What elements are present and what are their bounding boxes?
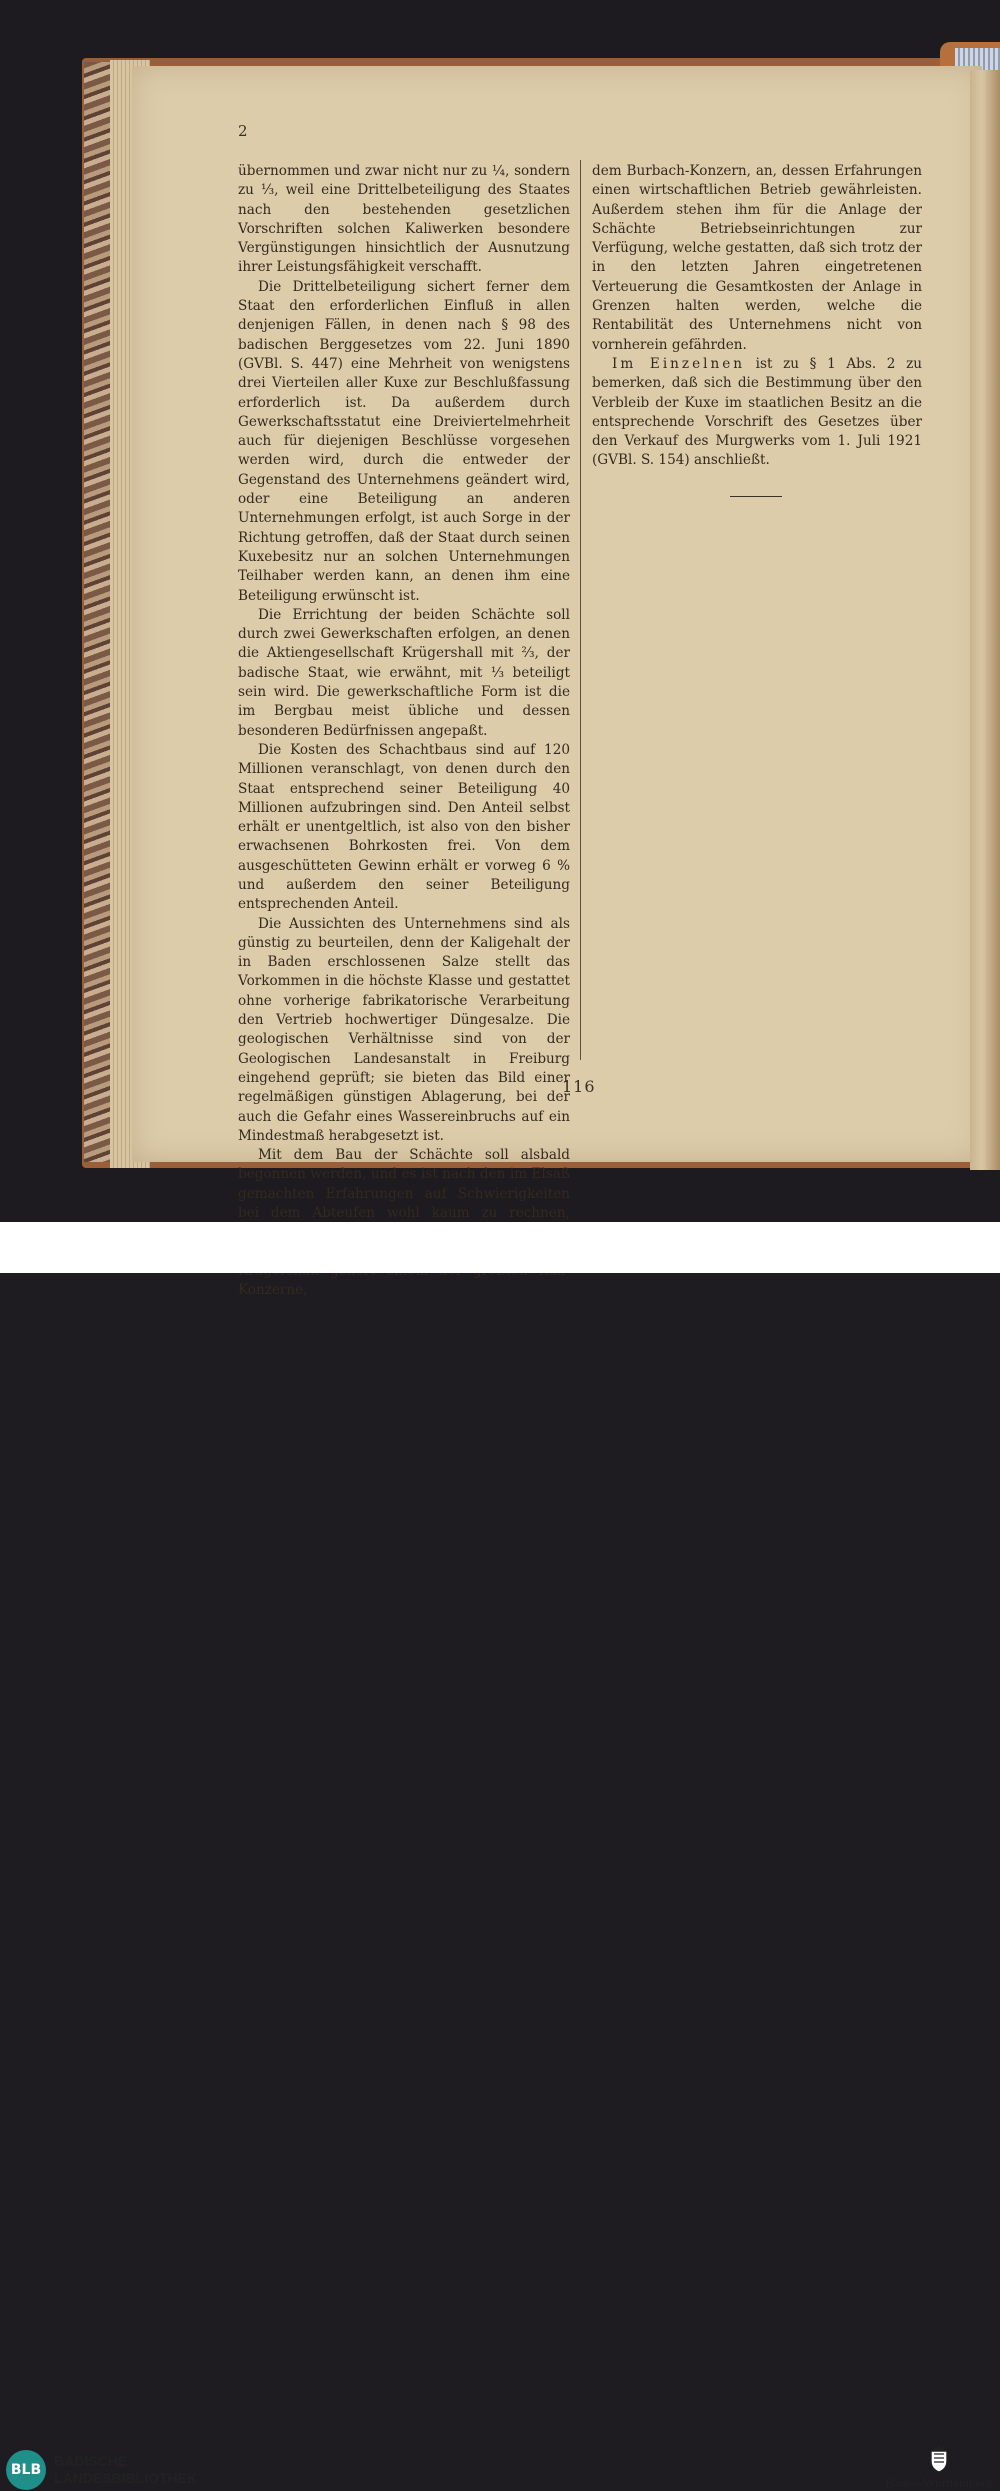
library-name-line1: BADISCHE: [54, 2453, 128, 2469]
page-gutter-edge: [970, 70, 1000, 1170]
blb-logo[interactable]: BLB: [6, 2450, 46, 2490]
right-column: [592, 162, 922, 471]
paragraph: Die Aussichten des Unternehmens sind als günstig zu beurteilen, denn der Kaligehalt der in Baden erschlossenen Salze stellt das Vorkommen in die höchste Klasse und gestattet ohne vorherige fabrikatorische Verarbeitung den Vertrieb hochwertiger Düngesalze. Die geologischen Verhältnisse sind von der Geologischen Landesanstalt in Freiburg eingehend geprüft; sie bieten das Bild einer regelmäßigen günstigen Ablagerung, bei der auch die Gefahr eines Wassereinbruchs auf ein Mindestmaß herabgesetzt ist.: [238, 915, 570, 1144]
library-name-line2: LANDESBIBLIOTHEK: [54, 2470, 198, 2486]
sheet-number: 116: [562, 1077, 596, 1096]
paragraph-text: ist zu § 1 Abs. 2 zu bemerken, daß sich die Bestimmung über den Verbleib der Kuxe im staatlichen Besitz an die entsprechende Vorschrift des Gesetzes über den Verkauf des Murgwerks vom 1. Juli 1921 (GVBl. S. 154) anschließt.: [592, 355, 922, 469]
section-end-rule: [730, 496, 782, 497]
paragraph: Mit dem Bau der Schächte soll alsbald begonnen werden, und es ist nach den im Elsaß gemachten Erfahrungen auf Schwierigkeiten bei dem Abteufen wohl kaum zu rechnen, Konzerne,: [238, 1147, 570, 1299]
state-name[interactable]: Baden-Württemberg: [885, 2475, 992, 2490]
paragraph: [592, 355, 922, 471]
coat-of-arms-icon: [928, 2445, 950, 2473]
page-number: 2: [238, 122, 248, 140]
library-name[interactable]: [54, 2453, 197, 2487]
spaced-emphasis: Im Einzelnen: [612, 355, 746, 372]
paragraph: Die Drittelbeteiligung sichert ferner dem Staat den erforderlichen Einfluß in allen denjenigen Fällen, in denen nach § 98 des badischen Berggesetzes vom 22. Juni 1890 (GVBl. S. 447) eine Mehrheit von wenigstens drei Vierteilen aller Kuxe zur Beschlußfassung erforderlich ist. Da außerdem durch Gewerkschaftsstatut eine Dreiviertelmehrheit auch für diejenigen Beschlüsse vorgesehen werden wird, durch die entweder der Gegenstand des Unternehmens geändert wird, oder eine Beteiligung an anderen Unternehmungen erfolgt, ist auch Sorge in der Richtung getroffen, daß der Staat durch seinen Kuxebesitz nur an solchen Unternehmungen Teilhaber werden kann, an denen ihm eine Beteiligung erwünscht ist.: [238, 278, 570, 604]
left-column: [238, 162, 570, 1301]
paragraph: übernommen und zwar nicht nur zu ¼, sondern zu ⅓, weil eine Drittelbeteiligung des Staates nach den bestehenden gesetzlichen Vorschriften solchen Kaliwerken besondere Vergünstigungen hinsichtlich der Ausnutzung ihrer Leistungsfähigkeit verschafft.: [238, 163, 570, 276]
paragraph: Die Errichtung der beiden Schächte soll durch zwei Gewerkschaften erfolgen, an denen die Aktiengesellschaft Krügershall mit ⅔, der badische Staat, wie erwähnt, mit ⅓ beteiligt sein wird. Die gewerkschaftliche Form ist die im Bergbau meist übliche und dessen besonderen Bedürfnissen angepaßt.: [238, 606, 570, 739]
column-divider: [580, 160, 581, 1060]
paragraph: dem Burbach-Konzern, an, dessen Erfahrungen einen wirtschaftlichen Betrieb gewährleisten. Außerdem stehen ihm für die Anlage der Schächte Betriebseinrichtungen zur Verfügung, welche gestatten, daß sich trotz der in den letzten Jahren eingetretenen Verteuerung die Gesamtkosten der Anlage in Grenzen halten werden, welche die Rentabilität des Unternehmens nicht von vornherein gefährden.: [592, 163, 922, 353]
paragraph: Die Kosten des Schachtbaus sind auf 120 Millionen veranschlagt, von denen durch den Staat entsprechend seiner Beteiligung 40 Millionen aufzubringen sind. Den Anteil selbst erhält er unentgeltlich, ist also von den bisher erwachsenen Bohrkosten frei. Von dem ausgeschütteten Gewinn erhält er vorweg 6 % und außerdem den seiner Beteiligung entsprechenden Anteil.: [238, 741, 570, 913]
